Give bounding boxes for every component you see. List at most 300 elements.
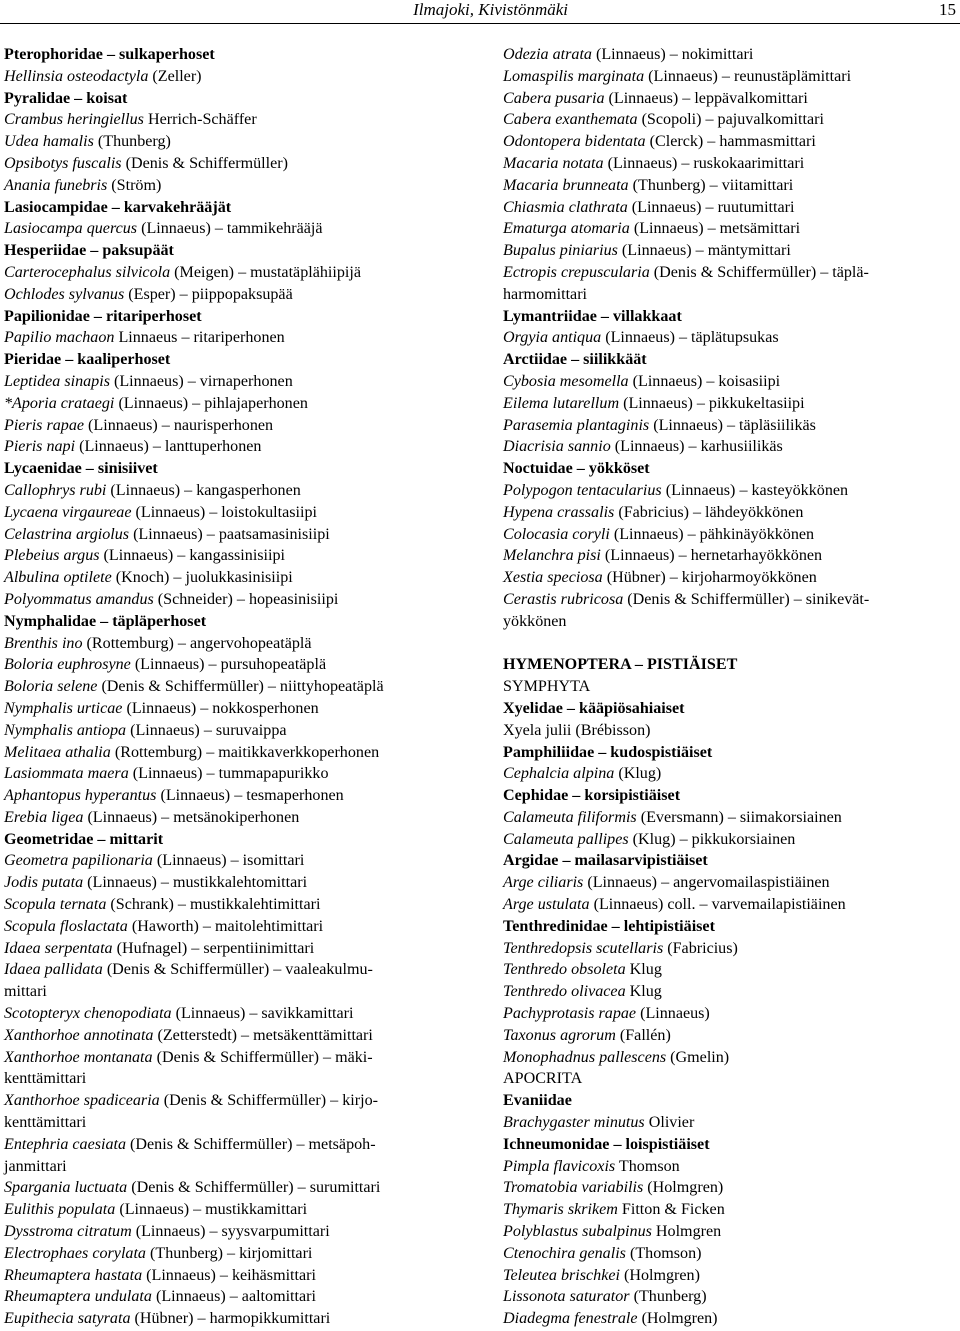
species-name: Ematurga atomaria (503, 220, 630, 238)
species-name: Aphantopus hyperantus (4, 787, 157, 805)
species-details-continued: janmittari (4, 1157, 67, 1175)
species-entry (4, 109, 456, 131)
page-number: 15 (939, 0, 956, 19)
species-entry (503, 1265, 958, 1287)
species-entry (4, 1025, 456, 1047)
species-entry (503, 480, 958, 502)
species-details: (Linnaeus) – metsänokiperhonen (83, 808, 300, 826)
species-name: Odezia atrata (503, 46, 592, 63)
species-entry (4, 807, 456, 829)
species-entry (4, 284, 456, 306)
species-entry (4, 415, 456, 437)
species-details-continued: yökkönen (503, 612, 567, 630)
species-entry (503, 262, 958, 306)
species-entry (503, 545, 958, 567)
species-details: (Linnaeus) – tummapapurikko (128, 765, 329, 783)
species-name: Carterocephalus silvicola (4, 263, 171, 281)
species-details: (Linnaeus) – täplätupsukas (601, 329, 779, 347)
species-entry (503, 1199, 958, 1221)
family-heading: Evaniidae (503, 1092, 572, 1110)
family-heading: Lycaenidae – sinisiivet (4, 460, 158, 478)
species-details: (Schrank) – mustikkalehtimittari (106, 896, 321, 914)
family-heading: Nymphalidae – täpläperhoset (4, 612, 207, 630)
species-name: Papilio machaon (4, 329, 115, 347)
species-details: (Fabricius) – lähdeyökkönen (614, 503, 804, 521)
species-name: Dysstroma citratum (4, 1223, 132, 1241)
species-name: Melitaea athalia (4, 743, 111, 761)
species-name: Calameuta filiformis (503, 808, 637, 826)
family-heading: Cephidae – korsipistiäiset (503, 787, 681, 805)
species-details: (Klug) (614, 765, 662, 783)
species-details: Klug (625, 983, 662, 1001)
species-entry (4, 502, 456, 524)
species-entry (4, 633, 456, 655)
species-name: Idaea pallidata (4, 961, 103, 979)
species-details: (Linnaeus) coll. – varvemailapistiäinen (589, 896, 846, 914)
species-entry (503, 436, 958, 458)
species-name: Chiasmia clathrata (503, 198, 628, 216)
species-details: (Rottemburg) – maitikkaverkkoperhonen (110, 743, 380, 761)
species-entry (503, 1156, 958, 1178)
species-name: Odontopera bidentata (503, 133, 646, 151)
family-heading: Pieridae – kaaliperhoset (4, 351, 171, 369)
species-entry (4, 785, 456, 807)
species-name: Eilema lutarellum (503, 394, 620, 412)
species-name: Idaea serpentata (4, 939, 113, 957)
species-entry (4, 480, 456, 502)
list-item: APOCRITA (503, 1070, 583, 1088)
species-entry (4, 850, 456, 872)
species-name: Cephalcia alpina (503, 765, 615, 783)
species-name: Nymphalis antiopa (4, 721, 127, 739)
species-entry (4, 938, 456, 960)
species-name: Diadegma fenestrale (503, 1310, 638, 1328)
species-name: Taxonus agrorum (503, 1026, 616, 1044)
species-name: Eupithecia satyrata (4, 1310, 131, 1328)
family-heading: Lymantriidae – villakkaat (503, 307, 682, 325)
species-details: (Eversmann) – siimakorsiainen (636, 808, 842, 826)
species-name: Xanthorhoe spadicearia (4, 1092, 160, 1110)
species-entry (4, 1221, 456, 1243)
species-entry (503, 1243, 958, 1265)
species-details: (Linnaeus) – ruskokaarimittari (603, 154, 805, 172)
family-heading: Lasiocampidae – karvakehrääjät (4, 198, 232, 216)
species-details: (Clerck) – hammasmittari (645, 133, 816, 151)
species-entry (503, 1308, 958, 1330)
species-entry (4, 959, 456, 1003)
species-name: Plebeius argus (4, 547, 100, 565)
species-entry (4, 1177, 456, 1199)
species-name: Celastrina argiolus (4, 525, 130, 543)
species-details: (Linnaeus) – pähkinäyökkönen (609, 525, 815, 543)
species-details: (Denis & Schiffermüller) – niittyhopeatäplä (97, 678, 384, 696)
species-entry (4, 1199, 456, 1221)
species-entry (503, 502, 958, 524)
species-entry (4, 131, 456, 153)
family-heading: Arctiidae – siilikkäät (503, 351, 647, 369)
species-entry (503, 327, 958, 349)
species-entry (503, 175, 958, 197)
species-name: Hellinsia osteodactyla (4, 67, 149, 85)
species-details-continued: kenttämittari (4, 1114, 87, 1132)
species-details: (Linnaeus) – mustikkamittari (115, 1201, 308, 1219)
species-entry (4, 66, 456, 88)
species-name: Udea hamalis (4, 133, 94, 151)
species-entry (4, 262, 456, 284)
species-entry (4, 872, 456, 894)
species-details: (Linnaeus) – nokkosperhonen (122, 699, 319, 717)
species-name: Polypogon tentacularius (503, 481, 662, 499)
species-name: Ochlodes sylvanus (4, 285, 125, 303)
species-details: (Klug) – pikkukorsiainen (628, 830, 796, 848)
species-entry (503, 829, 958, 851)
species-name: Macaria notata (503, 154, 604, 172)
species-name: Xestia speciosa (503, 569, 603, 587)
family-heading: HYMENOPTERA – PISTIÄISET (503, 656, 738, 674)
species-details: (Linnaeus) – kangasperhonen (106, 481, 301, 499)
species-details: (Linnaeus) – täpläsiilikäs (649, 416, 816, 434)
species-details: (Holmgren) (643, 1179, 724, 1197)
species-entry (4, 175, 456, 197)
species-details: (Denis & Schiffermüller) (121, 154, 288, 172)
blank-line (503, 633, 958, 655)
species-name: Albulina optilete (4, 569, 112, 587)
species-name: Lycaena virgaureae (4, 503, 132, 521)
species-details: (Denis & Schiffermüller) – mäki- (152, 1048, 373, 1066)
species-name: Geometra papilionaria (4, 852, 153, 870)
species-details: (Thomson) (625, 1244, 702, 1262)
family-heading: Hesperiidae – paksupäät (4, 242, 174, 260)
species-details: (Denis & Schiffermüller) – kirjo- (159, 1092, 378, 1110)
species-entry (503, 524, 958, 546)
species-entry (503, 763, 958, 785)
species-details: (Fabricius) (663, 939, 738, 957)
species-entry (503, 567, 958, 589)
header-rule (0, 23, 960, 24)
species-entry (4, 1243, 456, 1265)
species-details-continued: kenttämittari (4, 1070, 87, 1088)
species-name: Colocasia coryli (503, 525, 610, 543)
page-header (0, 0, 960, 22)
species-details: (Thunberg) – kirjomittari (145, 1244, 313, 1262)
species-name: Tenthredo obsoleta (503, 961, 626, 979)
species-name: Brachygaster minutus (503, 1114, 645, 1132)
species-entry (503, 1112, 958, 1134)
species-details: (Linnaeus) – mustikkalehtomittari (83, 874, 308, 892)
species-name: Crambus heringiellus (4, 111, 144, 129)
species-details: (Linnaeus) – pikkukeltasiipi (619, 394, 805, 412)
species-name: Xanthorhoe annotinata (4, 1026, 154, 1044)
list-item: Xyela julii (Brébisson) (503, 721, 651, 739)
species-entry (503, 131, 958, 153)
species-entry (4, 1047, 456, 1091)
species-details-continued: mittari (4, 983, 47, 1001)
species-details: (Schneider) – hopeasinisiipi (153, 590, 339, 608)
species-details: (Linnaeus) – loistokultasiipi (131, 503, 317, 521)
species-entry (4, 676, 456, 698)
species-entry (503, 218, 958, 240)
species-name: Calameuta pallipes (503, 830, 629, 848)
species-entry (503, 938, 958, 960)
species-entry (503, 1221, 958, 1243)
species-details: (Linnaeus) – koisasiipi (628, 372, 781, 390)
species-entry (4, 698, 456, 720)
species-name: Parasemia plantaginis (503, 416, 650, 434)
species-name: Lomaspilis marginata (503, 67, 645, 85)
species-name: Cabera exanthemata (503, 111, 638, 129)
species-name: Polyommatus amandus (4, 590, 154, 608)
species-entry (503, 371, 958, 393)
species-name: Teleutea brischkei (503, 1266, 620, 1284)
species-name: Boloria selene (4, 678, 98, 696)
species-name: Pimpla flavicoxis (503, 1157, 616, 1175)
species-name: Callophrys rubi (4, 481, 107, 499)
species-details: (Linnaeus) – aaltomittari (151, 1288, 316, 1306)
species-entry (503, 197, 958, 219)
species-name: Ctenochira genalis (503, 1244, 626, 1262)
species-name: Boloria euphrosyne (4, 656, 131, 674)
family-heading: Noctuidae – yökköset (503, 460, 650, 478)
species-entry (503, 894, 958, 916)
species-entry (4, 654, 456, 676)
species-entry (4, 436, 456, 458)
species-name: Melanchra pisi (503, 547, 601, 565)
species-details: (Denis & Schiffermüller) – surumittari (127, 1179, 381, 1197)
species-details: (Hübner) – kirjoharmoyökkönen (602, 569, 817, 587)
species-entry (503, 981, 958, 1003)
species-name: Lasiocampa quercus (4, 220, 138, 238)
species-details: (Linnaeus) – mäntymittari (617, 242, 791, 260)
species-entry (503, 959, 958, 981)
species-entry (4, 589, 456, 611)
species-details: (Zetterstedt) – metsäkenttämittari (153, 1026, 373, 1044)
species-details: (Denis & Schiffermüller) – metsäpoh- (126, 1135, 376, 1153)
species-details: (Denis & Schiffermüller) – vaaleakulmu- (102, 961, 373, 979)
species-name: Ectropis crepuscularia (503, 263, 650, 281)
species-details: (Ström) (107, 176, 162, 194)
species-details: Olivier (644, 1114, 695, 1132)
species-details: (Linnaeus) – pihlajaperhonen (114, 394, 308, 412)
species-name: Rheumaptera undulata (4, 1288, 152, 1306)
species-name: Diacrisia sannio (503, 438, 611, 456)
species-entry (4, 545, 456, 567)
species-name: Eulithis populata (4, 1201, 116, 1219)
species-entry (4, 218, 456, 240)
species-name: Pieris rapae (4, 416, 85, 434)
species-details: (Linnaeus) – pursuhopeatäplä (130, 656, 327, 674)
species-name: Brenthis ino (4, 634, 83, 652)
species-name: Spargania luctuata (4, 1179, 128, 1197)
species-details: (Linnaeus) – leppävalkomittari (604, 89, 808, 107)
species-details: (Linnaeus) – lanttuperhonen (75, 438, 262, 456)
species-details: Thomson (615, 1157, 680, 1175)
species-details: (Linnaeus) – syysvarpumittari (131, 1223, 330, 1241)
species-name: Tenthredo olivacea (503, 983, 626, 1001)
species-details: (Linnaeus) – kasteyökkönen (661, 481, 849, 499)
species-name: Electrophaes corylata (4, 1244, 146, 1262)
species-entry (503, 415, 958, 437)
species-name: Cerastis rubricosa (503, 590, 624, 608)
species-name: Lasiommata maera (4, 765, 129, 783)
species-name: Tromatobia variabilis (503, 1179, 644, 1197)
species-details: (Linnaeus) (636, 1005, 710, 1023)
species-entry (4, 567, 456, 589)
species-entry (4, 1286, 456, 1308)
family-heading: Argidae – mailasarvipistiäiset (503, 852, 708, 870)
species-entry (503, 109, 958, 131)
family-heading: Ichneumonidae – loispistiäiset (503, 1135, 710, 1153)
species-details: (Hufnagel) – serpentiinimittari (112, 939, 315, 957)
species-entry (4, 1003, 456, 1025)
species-details: (Holmgren) (619, 1266, 700, 1284)
species-name: Polyblastus subalpinus (503, 1223, 652, 1241)
species-details: (Linnaeus) – isomittari (152, 852, 305, 870)
species-entry (503, 1025, 958, 1047)
species-details: (Linnaeus) – savikkamittari (171, 1005, 354, 1023)
species-name: Bupalus piniarius (503, 242, 618, 260)
species-details: Linnaeus – ritariperhonen (114, 329, 285, 347)
right-column (503, 44, 958, 1330)
species-entry (4, 1134, 456, 1178)
species-name: Rheumaptera hastata (4, 1266, 143, 1284)
species-entry (503, 1047, 958, 1069)
species-entry (4, 371, 456, 393)
species-entry (4, 1090, 456, 1134)
species-details: (Denis & Schiffermüller) – sinikevät- (623, 590, 870, 608)
species-details: (Esper) – piippopaksupää (124, 285, 293, 303)
species-name: Scotopteryx chenopodiata (4, 1005, 172, 1023)
species-details: (Gmelin) (666, 1048, 730, 1066)
species-entry (503, 1286, 958, 1308)
family-heading: Pterophoridae – sulkaperhoset (4, 46, 215, 63)
family-heading: Papilionidae – ritariperhoset (4, 307, 202, 325)
species-entry (4, 327, 456, 349)
species-details-continued: harmomittari (503, 285, 588, 303)
species-details: (Thunberg) (93, 133, 171, 151)
species-details: (Holmgren) (637, 1310, 718, 1328)
species-name: Pieris napi (4, 438, 76, 456)
species-entry (4, 894, 456, 916)
species-entry (503, 1177, 958, 1199)
species-entry (4, 524, 456, 546)
species-name: Leptidea sinapis (4, 372, 110, 390)
species-entry (4, 916, 456, 938)
species-details: (Linnaeus) – hernetarhayökkönen (600, 547, 823, 565)
family-heading: Geometridae – mittarit (4, 830, 164, 848)
species-details: (Meigen) – mustatäplähiipijä (170, 263, 361, 281)
species-entry (4, 742, 456, 764)
species-entry (503, 153, 958, 175)
species-name: Scopula ternata (4, 896, 107, 914)
species-details: (Fallén) (615, 1026, 671, 1044)
species-details: (Hübner) – harmopikkumittari (130, 1310, 331, 1328)
species-details: (Linnaeus) – nokimittari (591, 46, 754, 63)
species-details: (Linnaeus) – kangassinisiipi (99, 547, 286, 565)
species-name: Xanthorhoe montanata (4, 1048, 153, 1066)
species-details: (Linnaeus) – metsämittari (629, 220, 801, 238)
family-heading: Pamphiliidae – kudospistiäiset (503, 743, 713, 761)
species-details: (Linnaeus) – angervomailaspistiäinen (583, 874, 830, 892)
species-name: Arge ciliaris (503, 874, 584, 892)
species-name: Orgyia antiqua (503, 329, 602, 347)
species-details: (Linnaeus) – ruutumittari (627, 198, 795, 216)
species-details: (Linnaeus) – karhusiilikäs (610, 438, 783, 456)
species-entry (4, 763, 456, 785)
species-name: Pachyprotasis rapae (503, 1005, 637, 1023)
species-entry (503, 88, 958, 110)
species-entry (503, 1003, 958, 1025)
species-entry (4, 1265, 456, 1287)
species-name: Jodis putata (4, 874, 84, 892)
species-details: (Linnaeus) – keihäsmittari (142, 1266, 316, 1284)
family-heading: Xyelidae – kääpiösahiaiset (503, 699, 685, 717)
species-details: Klug (625, 961, 662, 979)
species-details: (Haworth) – maitolehtimittari (127, 917, 324, 935)
species-details: (Scopoli) – pajuvalkomittari (637, 111, 824, 129)
species-name: Anania funebris (4, 176, 108, 194)
species-details: (Knoch) – juolukkasinisiipi (111, 569, 293, 587)
list-item: SYMPHYTA (503, 678, 591, 696)
species-entry (503, 393, 958, 415)
species-name: *Aporia crataegi (4, 394, 115, 412)
species-entry (503, 807, 958, 829)
species-entry (503, 589, 958, 633)
species-name: Lissonota saturator (503, 1288, 630, 1306)
species-details: (Thunberg) (629, 1288, 707, 1306)
species-entry (503, 66, 958, 88)
species-name: Cybosia mesomella (503, 372, 629, 390)
species-name: Erebia ligea (4, 808, 84, 826)
species-entry (503, 240, 958, 262)
family-heading: Pyralidae – koisat (4, 89, 128, 107)
species-name: Scopula floslactata (4, 917, 128, 935)
species-name: Nymphalis urticae (4, 699, 123, 717)
species-details: (Rottemburg) – angervohopeatäplä (82, 634, 312, 652)
species-details: Holmgren (651, 1223, 722, 1241)
species-details: (Linnaeus) – paatsamasinisiipi (129, 525, 330, 543)
species-name: Tenthredopsis scutellaris (503, 939, 664, 957)
species-entry (4, 720, 456, 742)
species-name: Monophadnus pallescens (503, 1048, 667, 1066)
running-header-place: Ilmajoki, Kivistönmäki (413, 0, 568, 19)
species-details: (Linnaeus) – suruvaippa (126, 721, 287, 739)
left-column (4, 44, 456, 1330)
species-name: Cabera pusaria (503, 89, 605, 107)
species-details: (Denis & Schiffermüller) – täplä- (649, 263, 869, 281)
species-name: Entephria caesiata (4, 1135, 127, 1153)
species-details: (Thunberg) – viitamittari (628, 176, 794, 194)
species-entry (4, 153, 456, 175)
species-details: Herrich-Schäffer (143, 111, 257, 129)
species-name: Opsibotys fuscalis (4, 154, 122, 172)
species-details: (Linnaeus) – virnaperhonen (109, 372, 293, 390)
species-entry (4, 393, 456, 415)
species-details: Fitton & Ficken (617, 1201, 725, 1219)
species-entry (4, 1308, 456, 1330)
species-name: Arge ustulata (503, 896, 590, 914)
species-details: (Linnaeus) – reunustäplämittari (644, 67, 852, 85)
species-details: (Zeller) (148, 67, 202, 85)
species-entry (503, 872, 958, 894)
species-details: (Linnaeus) – tesmaperhonen (156, 787, 344, 805)
species-name: Macaria brunneata (503, 176, 629, 194)
species-details: (Linnaeus) – naurisperhonen (84, 416, 274, 434)
family-heading: Tenthredinidae – lehtipistiäiset (503, 917, 715, 935)
species-details: (Linnaeus) – tammikehrääjä (137, 220, 323, 238)
species-name: Hypena crassalis (503, 503, 615, 521)
species-entry (503, 44, 958, 66)
species-name: Thymaris skrikem (503, 1201, 618, 1219)
